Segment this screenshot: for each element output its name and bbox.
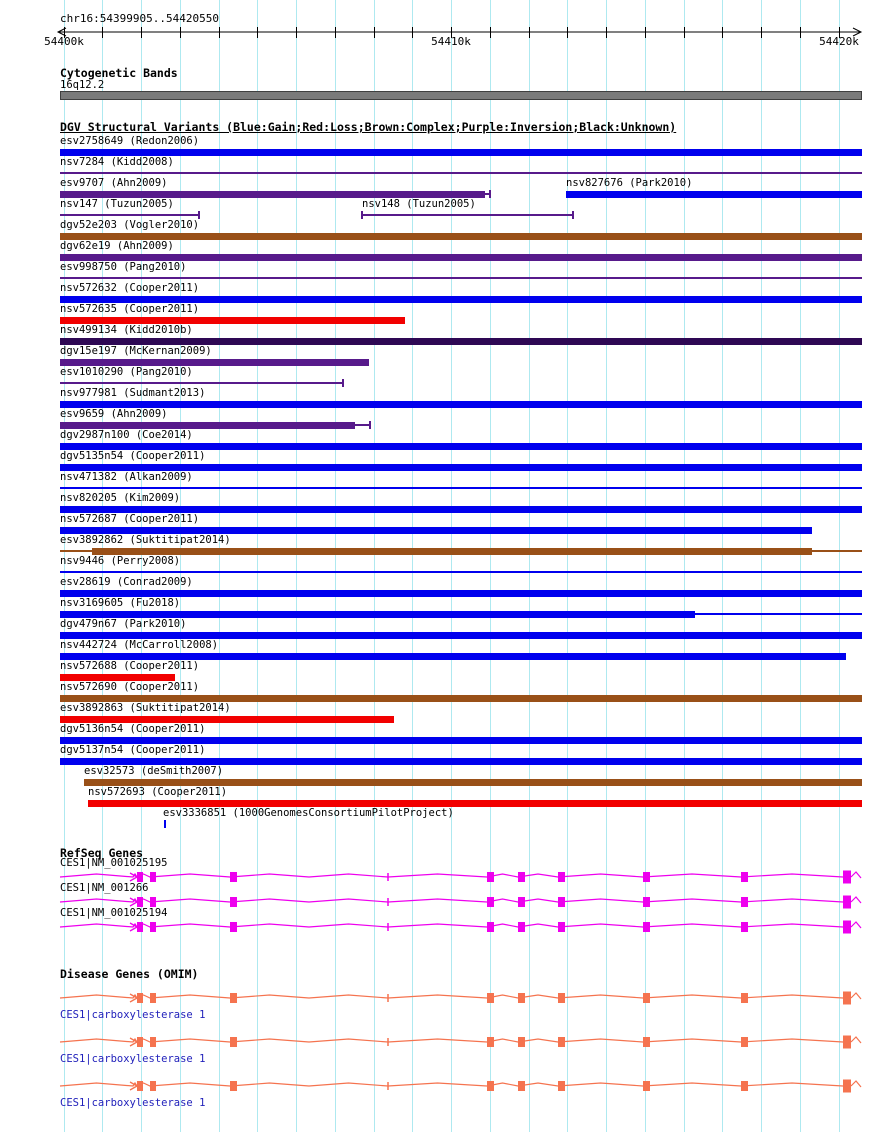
exon [518, 922, 525, 932]
gridline [335, 0, 336, 1132]
variant-label: dgv5136n54 (Cooper2011) [60, 723, 206, 735]
variant-bar[interactable] [566, 191, 862, 198]
variant-label: nsv147 (Tuzun2005) [60, 198, 174, 210]
variant-label: nsv827676 (Park2010) [566, 177, 693, 189]
exon [487, 1081, 494, 1091]
variant-bar[interactable] [60, 233, 862, 240]
gridline [761, 0, 762, 1132]
variant-label: nsv442724 (McCarroll2008) [60, 639, 219, 651]
variant-label: nsv572690 (Cooper2011) [60, 681, 200, 693]
exon [741, 1037, 748, 1047]
variant-line[interactable] [60, 487, 862, 489]
ruler-tick-label: 54420k [819, 35, 859, 48]
variant-label: nsv572693 (Cooper2011) [88, 786, 228, 798]
exon [843, 895, 851, 908]
variant-bar[interactable] [60, 149, 862, 156]
disease-gene-label: CES1|carboxylesterase 1 [60, 1053, 206, 1065]
gridline [722, 0, 723, 1132]
gridline [374, 0, 375, 1132]
region-label: chr16:54399905..54420550 [60, 12, 219, 25]
gridline [645, 0, 646, 1132]
variant-label: nsv471382 (Alkan2009) [60, 471, 193, 483]
variant-label: dgv52e203 (Vogler2010) [60, 219, 200, 231]
exon [643, 993, 650, 1003]
ruler-tick-label: 54410k [431, 35, 471, 48]
variant-label: nsv820205 (Kim2009) [60, 492, 181, 504]
variant-line[interactable] [60, 382, 343, 384]
variant-label: esv3892863 (Suktitipat2014) [60, 702, 231, 714]
dgv-track-header: DGV Structural Variants (Blue:Gain;Red:Loss;Brown:Complex;Purple:Inversion;Black:Unknown) [60, 120, 677, 134]
variant-line[interactable] [60, 277, 862, 279]
variant-line[interactable] [695, 613, 862, 615]
variant-bar[interactable] [60, 590, 862, 597]
exon [843, 920, 851, 933]
cytoband-label: 16q12.2 [60, 79, 105, 91]
variant-label: esv28619 (Conrad2009) [60, 576, 193, 588]
variant-end-cap [198, 211, 200, 219]
variant-end-cap [369, 421, 371, 429]
variant-label: dgv479n67 (Park2010) [60, 618, 187, 630]
variant-bar[interactable] [60, 758, 862, 765]
disease-gene-label: CES1|carboxylesterase 1 [60, 1009, 206, 1021]
variant-end-cap [489, 190, 491, 198]
exon [230, 993, 237, 1003]
variant-label: esv1010290 (Pang2010) [60, 366, 193, 378]
exon [150, 872, 156, 882]
intron-line [60, 924, 843, 927]
exon [558, 1037, 565, 1047]
exon [137, 922, 143, 932]
exon [518, 872, 525, 882]
end-chevron-icon [851, 897, 861, 903]
gridline [296, 0, 297, 1132]
exon [150, 1037, 156, 1047]
variant-bar[interactable] [92, 548, 812, 555]
variant-end-cap [342, 379, 344, 387]
exon [487, 872, 494, 882]
variant-bar[interactable] [60, 506, 862, 513]
variant-bar[interactable] [60, 464, 862, 471]
gridline [567, 0, 568, 1132]
exon [230, 897, 237, 907]
refseq-transcript-label: CES1|NM_001266 [60, 882, 149, 894]
exon [137, 1081, 143, 1091]
variant-bar[interactable] [60, 632, 862, 639]
exon [558, 1081, 565, 1091]
exon [518, 1037, 525, 1047]
exon [487, 922, 494, 932]
variant-label: dgv5135n54 (Cooper2011) [60, 450, 206, 462]
end-chevron-icon [851, 1037, 861, 1043]
variant-label: nsv7284 (Kidd2008) [60, 156, 174, 168]
exon [843, 1080, 851, 1093]
variant-bar[interactable] [60, 527, 812, 534]
gridline [490, 0, 491, 1132]
disease-genes-header: Disease Genes (OMIM) [60, 967, 199, 981]
gridline [529, 0, 530, 1132]
variant-label: nsv3169605 (Fu2018) [60, 597, 181, 609]
variant-bar[interactable] [60, 695, 862, 702]
gridline [257, 0, 258, 1132]
variant-line[interactable] [362, 214, 573, 216]
exon [518, 897, 525, 907]
exon [843, 992, 851, 1005]
exon [487, 897, 494, 907]
variant-end-cap [572, 211, 574, 219]
variant-line[interactable] [60, 172, 862, 174]
exon [643, 1081, 650, 1091]
exon [558, 897, 565, 907]
variant-label: dgv2987n100 (Coe2014) [60, 429, 193, 441]
variant-label: esv9659 (Ahn2009) [60, 408, 168, 420]
gridline [180, 0, 181, 1132]
variant-label: dgv5137n54 (Cooper2011) [60, 744, 206, 756]
cytoband-bar[interactable] [60, 91, 862, 100]
intron-line [60, 1039, 843, 1042]
variant-label: esv32573 (deSmith2007) [84, 765, 224, 777]
exon [558, 872, 565, 882]
variant-bar[interactable] [60, 359, 369, 366]
intron-line [60, 874, 843, 877]
exon [230, 872, 237, 882]
variant-label: esv3892862 (Suktitipat2014) [60, 534, 231, 546]
exon [230, 1081, 237, 1091]
gridline [451, 0, 452, 1132]
gridline [606, 0, 607, 1132]
variant-line[interactable] [60, 571, 862, 573]
exon [137, 993, 143, 1003]
exon [137, 1037, 143, 1047]
exon [150, 897, 156, 907]
intron-line [60, 1083, 843, 1086]
exon [843, 870, 851, 883]
end-chevron-icon [851, 922, 861, 928]
end-chevron-icon [851, 1081, 861, 1087]
gridline [684, 0, 685, 1132]
exon [741, 993, 748, 1003]
variant-bar[interactable] [60, 653, 846, 660]
disease-gene-label: CES1|carboxylesterase 1 [60, 1097, 206, 1109]
variant-tick[interactable] [164, 820, 166, 828]
variant-label: nsv499134 (Kidd2010b) [60, 324, 193, 336]
variant-line[interactable] [355, 424, 370, 426]
exon [230, 1037, 237, 1047]
variant-bar[interactable] [60, 737, 862, 744]
gridline [800, 0, 801, 1132]
variant-label: esv3336851 (1000GenomesConsortiumPilotProject) [163, 807, 454, 819]
variant-label: nsv148 (Tuzun2005) [362, 198, 476, 210]
variant-bar[interactable] [60, 296, 862, 303]
variant-line[interactable] [812, 550, 862, 552]
exon [843, 1036, 851, 1049]
exon [643, 1037, 650, 1047]
variant-bar[interactable] [60, 443, 862, 450]
exon [643, 897, 650, 907]
variant-bar[interactable] [60, 674, 175, 681]
exon [518, 993, 525, 1003]
exon [558, 993, 565, 1003]
intron-line [60, 899, 843, 902]
end-chevron-icon [851, 872, 861, 878]
variant-label: nsv572688 (Cooper2011) [60, 660, 200, 672]
exon [643, 922, 650, 932]
ruler-tick-label: 54400k [44, 35, 84, 48]
variant-bar[interactable] [60, 716, 394, 723]
exon [741, 1081, 748, 1091]
exon [150, 993, 156, 1003]
variant-label: esv2758649 (Redon2006) [60, 135, 200, 147]
exon [487, 1037, 494, 1047]
gridline [412, 0, 413, 1132]
exon [230, 922, 237, 932]
variant-label: esv9707 (Ahn2009) [60, 177, 168, 189]
variant-bar[interactable] [60, 611, 695, 618]
variant-bar[interactable] [60, 191, 485, 198]
variant-bar[interactable] [60, 422, 355, 429]
end-chevron-icon [851, 993, 861, 999]
variant-bar[interactable] [84, 779, 862, 786]
exon [518, 1081, 525, 1091]
gridline [839, 0, 840, 1132]
variant-label: esv998750 (Pang2010) [60, 261, 187, 273]
variant-end-cap [361, 211, 363, 219]
variant-bar[interactable] [88, 800, 862, 807]
gridline [219, 0, 220, 1132]
exon [643, 872, 650, 882]
variant-bar[interactable] [60, 401, 862, 408]
exon [741, 897, 748, 907]
intron-line [60, 995, 843, 998]
variant-line[interactable] [60, 550, 92, 552]
cytogenetic-bands-header: Cytogenetic Bands [60, 66, 178, 80]
variant-label: nsv9446 (Perry2008) [60, 555, 181, 567]
variant-label: dgv15e197 (McKernan2009) [60, 345, 212, 357]
exon [741, 872, 748, 882]
exon [487, 993, 494, 1003]
variant-label: nsv977981 (Sudmant2013) [60, 387, 206, 399]
exon [137, 897, 143, 907]
refseq-genes-header: RefSeq Genes [60, 846, 144, 860]
variant-label: nsv572632 (Cooper2011) [60, 282, 200, 294]
variant-bar[interactable] [60, 317, 405, 324]
exon [137, 872, 143, 882]
variant-label: nsv572687 (Cooper2011) [60, 513, 200, 525]
exon [150, 1081, 156, 1091]
refseq-transcript-label: CES1|NM_001025194 [60, 907, 168, 919]
variant-bar[interactable] [60, 338, 862, 345]
variant-label: dgv62e19 (Ahn2009) [60, 240, 174, 252]
exon [558, 922, 565, 932]
variant-line[interactable] [60, 214, 199, 216]
exon [741, 922, 748, 932]
exon [150, 922, 156, 932]
refseq-gene-model[interactable] [0, 907, 890, 944]
refseq-transcript-label: CES1|NM_001025195 [60, 857, 168, 869]
variant-label: nsv572635 (Cooper2011) [60, 303, 200, 315]
variant-bar[interactable] [60, 254, 862, 261]
